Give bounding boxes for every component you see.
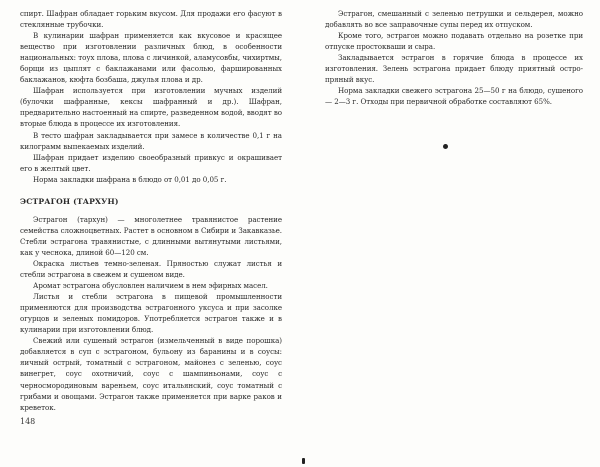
ink-spot [443,144,448,149]
paragraph: Кроме того, эстрагон можно подавать отдельно на розетке при отпуске простокваши и сыра. [325,31,583,52]
section-heading: ЭСТРАГОН (ТАРХУН) [20,196,119,206]
left-page [20,8,282,413]
paragraph: Шафран используется при изготовлении мучных изделий (булочки шафранные, кексы шафранный и др.). Шафран, предварительно настоенный на спирте, разведенном водой, вводят во вторые блюда в процессе их изготовления. [20,86,282,129]
paragraph: В тесто шафран закладывается при замесе в количестве 0,1 г на килограмм выпекаемых изделий. [20,130,282,151]
paragraph: Норма закладки шафрана в блюдо от 0,01 до 0,05 г. [33,174,227,184]
right-page [325,8,583,107]
paragraph: Эстрагон, смешанный с зеленью петрушки и сельдерея, можно добавлять во все заправочные супы перед их отпуском. [325,9,583,30]
paragraph: Окраска листьев темно-зеленая. Пряностью служат листья и стебли эстрагона в свежем и сушеном виде. [20,258,282,280]
paragraph: В кулинарии шафран применяется как вкусовое и красящее вещество при изготовлении различных блюд, в особенности национальных: тоух плова, плова с личинкой, аламусовбы, чихиртмы, борщи из цыплят с баклажанами или фасолью, фаршированных баклажанов, кюфта бозбаша, джулья плова и др. [20,31,282,85]
paragraph: Аромат эстрагона обусловлен наличием в нем эфирных масел. [33,281,268,291]
paragraph: Эстрагон (тархун) — многолетнее травянистое растение семейства сложноцветных. Растет в основном в Сибири и Закавказье. Стебли эстрагона травянистые, с длинными вытянутыми листьями, как у чеснока, длиной 60—120 см. [20,214,282,257]
paragraph: Листья и стебли эстрагона в пищевой промышленности применяются для производства эстрагонного уксуса и при засолке огурцов и зеленых помидоров. Употребляется эстрагон также и в кулинарии при изготовлении блюд. [20,292,282,335]
paragraph: Закладывается эстрагон в горячие блюда в процессе их изготовления. Зелень эстрагона придает блюду приятный остро-пряный вкус. [325,53,583,85]
paragraph: Шафран придает изделию своеобразный привкус и окрашивает его в желтый цвет. [20,152,282,173]
paragraph: спирт. Шафран обладает горьким вкусом. Для продажи его фасуют в стеклянные трубочки. [20,9,282,30]
ink-spot [302,458,305,464]
page-number: 148 [20,417,36,426]
paragraph: Свежий или сушеный эстрагон (измельченный в виде порошка) добавляется в суп с эстрагоном, бульону из баранины и в соусы: яичный острый, томатный с эстрагоном, майонез с зеленью, соус винегрет, соус охотничий, соус с шампиньонами, соус с черносмородиновым вареньем, соус итальянский, соус томатный с грибами и овощами. Эстрагон также применяется при варке раков и креветок. [20,336,282,412]
paragraph: Норма закладки свежего эстрагона 25—50 г на блюдо, сушеного — 2—3 г. Отходы при первичной обработке составляют 65%. [325,86,583,107]
